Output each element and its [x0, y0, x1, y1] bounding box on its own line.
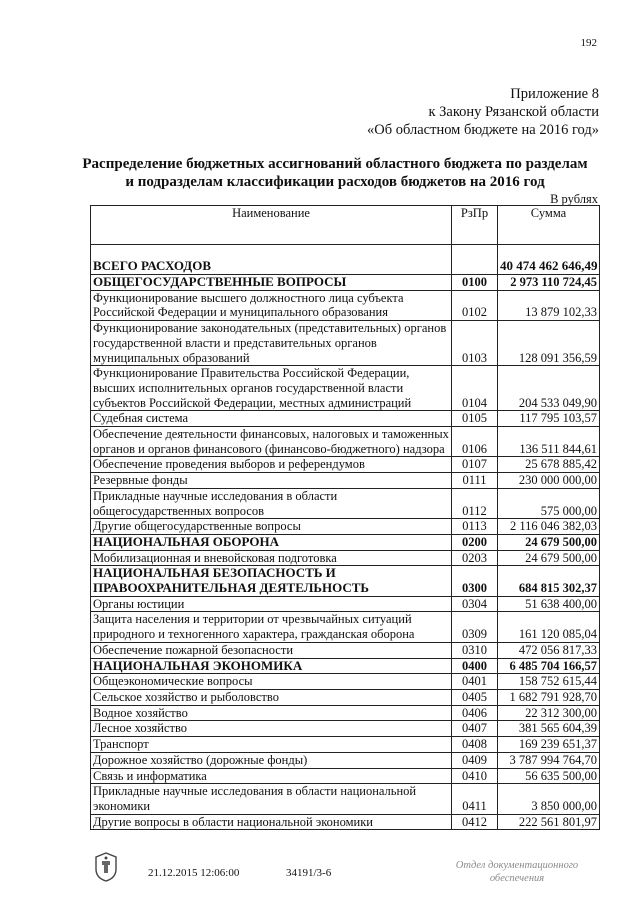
table-row [91, 473, 600, 489]
sum-cell: 575 000,00 [498, 488, 600, 518]
table-row [91, 290, 600, 320]
code-cell: 0400 [452, 658, 498, 674]
code-cell: 0105 [452, 411, 498, 427]
name-cell: Функционирование высшего должностного лица субъекта Российской Федерации и муниципального образования [91, 290, 452, 320]
name-cell: Обеспечение деятельности финансовых, налоговых и таможенных органов и органов финансового (финансово-бюджетного) надзора [91, 427, 452, 457]
code-cell: 0304 [452, 596, 498, 612]
code-cell: 0103 [452, 321, 498, 366]
table-row [91, 596, 600, 612]
table-row [91, 737, 600, 753]
code-cell: 0411 [452, 784, 498, 814]
sum-cell: 2 116 046 382,03 [498, 519, 600, 535]
sum-cell: 136 511 844,61 [498, 427, 600, 457]
sum-cell: 204 533 049,90 [498, 366, 600, 411]
sum-cell: 158 752 615,44 [498, 674, 600, 690]
sum-cell: 2 973 110 724,45 [498, 275, 600, 291]
name-cell: Резервные фонды [91, 473, 452, 489]
department-stamp [432, 859, 602, 885]
document-title [70, 155, 600, 191]
code-cell: 0200 [452, 534, 498, 550]
sum-cell: 24 679 500,00 [498, 550, 600, 566]
sum-cell: 128 091 356,59 [498, 321, 600, 366]
sum-cell: 40 474 462 646,49 [498, 245, 600, 275]
section-row [91, 275, 600, 291]
sum-cell: 161 120 085,04 [498, 612, 600, 642]
code-cell: 0111 [452, 473, 498, 489]
code-cell: 0405 [452, 689, 498, 705]
table-row [91, 689, 600, 705]
table-row [91, 674, 600, 690]
section-row [91, 534, 600, 550]
footer-date: 21.12.2015 12:06:00 [148, 867, 240, 879]
code-cell: 0410 [452, 768, 498, 784]
name-cell: ОБЩЕГОСУДАРСТВЕННЫЕ ВОПРОСЫ [91, 275, 452, 291]
appendix-heading [299, 85, 599, 139]
sum-cell: 381 565 604,39 [498, 721, 600, 737]
sum-cell: 3 850 000,00 [498, 784, 600, 814]
header-name: Наименование [91, 206, 452, 245]
name-cell: Сельское хозяйство и рыболовство [91, 689, 452, 705]
name-cell: НАЦИОНАЛЬНАЯ ОБОРОНА [91, 534, 452, 550]
name-cell: Лесное хозяйство [91, 721, 452, 737]
code-cell: 0100 [452, 275, 498, 291]
code-cell: 0406 [452, 705, 498, 721]
footer-doc-number: 34191/3-6 [286, 867, 332, 879]
appendix-line-1: Приложение 8 [510, 86, 599, 102]
table-header-row [91, 206, 600, 245]
section-row [91, 566, 600, 596]
page-number: 192 [580, 37, 597, 49]
name-cell: Защита населения и территории от чрезвычайных ситуаций природного и техногенного характера, гражданская оборона [91, 612, 452, 642]
title-line-2: и подразделам классификации расходов бюджетов на 2016 год [125, 174, 545, 190]
table-row [91, 366, 600, 411]
table-row [91, 519, 600, 535]
name-cell: Обеспечение пожарной безопасности [91, 642, 452, 658]
name-cell: Другие общегосударственные вопросы [91, 519, 452, 535]
name-cell: Органы юстиции [91, 596, 452, 612]
name-cell: Водное хозяйство [91, 705, 452, 721]
code-cell: 0106 [452, 427, 498, 457]
sum-cell: 24 679 500,00 [498, 534, 600, 550]
stamp-line-2: обеспечения [489, 873, 545, 884]
section-row [91, 658, 600, 674]
table-row [91, 721, 600, 737]
name-cell: Мобилизационная и вневойсковая подготовка [91, 550, 452, 566]
name-cell: Дорожное хозяйство (дорожные фонды) [91, 752, 452, 768]
table-row [91, 488, 600, 518]
code-cell: 0408 [452, 737, 498, 753]
table-row [91, 321, 600, 366]
table-row [91, 411, 600, 427]
title-line-1: Распределение бюджетных ассигнований областного бюджета по разделам [82, 156, 588, 172]
code-cell: 0104 [452, 366, 498, 411]
name-cell: Прикладные научные исследования в области национальной экономики [91, 784, 452, 814]
header-code: РзПр [452, 206, 498, 245]
name-cell: Функционирование законодательных (представительных) органов государственной власти и представительных органов муниципальных образований [91, 321, 452, 366]
sum-cell: 51 638 400,00 [498, 596, 600, 612]
name-cell: ВСЕГО РАСХОДОВ [91, 245, 452, 275]
name-cell: Обеспечение проведения выборов и референдумов [91, 457, 452, 473]
sum-cell: 222 561 801,97 [498, 814, 600, 830]
code-cell: 0309 [452, 612, 498, 642]
code-cell: 0409 [452, 752, 498, 768]
name-cell: Общеэкономические вопросы [91, 674, 452, 690]
table-row [91, 427, 600, 457]
sum-cell: 472 056 817,33 [498, 642, 600, 658]
table-row [91, 784, 600, 814]
code-cell: 0412 [452, 814, 498, 830]
table-row [91, 705, 600, 721]
code-cell: 0310 [452, 642, 498, 658]
name-cell: Судебная система [91, 411, 452, 427]
sum-cell: 1 682 791 928,70 [498, 689, 600, 705]
code-cell: 0107 [452, 457, 498, 473]
sum-cell: 13 879 102,33 [498, 290, 600, 320]
appendix-line-2: к Закону Рязанской области [428, 104, 599, 120]
name-cell: Функционирование Правительства Российской Федерации, высших исполнительных органов государственной власти субъектов Российской Федерации, местных администраций [91, 366, 452, 411]
sum-cell: 684 815 302,37 [498, 566, 600, 596]
code-cell: 0401 [452, 674, 498, 690]
name-cell: НАЦИОНАЛЬНАЯ ЭКОНОМИКА [91, 658, 452, 674]
sum-cell: 169 239 651,37 [498, 737, 600, 753]
table-row [91, 814, 600, 830]
table-row [91, 550, 600, 566]
table-body [91, 245, 600, 830]
name-cell: Связь и информатика [91, 768, 452, 784]
sum-cell: 117 795 103,57 [498, 411, 600, 427]
name-cell: Транспорт [91, 737, 452, 753]
sum-cell: 56 635 500,00 [498, 768, 600, 784]
table-row [91, 612, 600, 642]
sum-cell: 22 312 300,00 [498, 705, 600, 721]
budget-table [90, 205, 600, 830]
table-row [91, 642, 600, 658]
code-cell: 0407 [452, 721, 498, 737]
table-row [91, 768, 600, 784]
table-row [91, 457, 600, 473]
table-row [91, 752, 600, 768]
sum-cell: 3 787 994 764,70 [498, 752, 600, 768]
code-cell: 0102 [452, 290, 498, 320]
name-cell: НАЦИОНАЛЬНАЯ БЕЗОПАСНОСТЬ И ПРАВООХРАНИТЕЛЬНАЯ ДЕЯТЕЛЬНОСТЬ [91, 566, 452, 596]
sum-cell: 25 678 885,42 [498, 457, 600, 473]
name-cell: Другие вопросы в области национальной экономики [91, 814, 452, 830]
sum-cell: 6 485 704 166,57 [498, 658, 600, 674]
code-cell: 0203 [452, 550, 498, 566]
code-cell [452, 245, 498, 275]
stamp-line-1: Отдел документационного [455, 860, 579, 871]
sum-cell: 230 000 000,00 [498, 473, 600, 489]
code-cell: 0112 [452, 488, 498, 518]
total-row [91, 245, 600, 275]
code-cell: 0113 [452, 519, 498, 535]
units-label: В рублях [550, 192, 598, 206]
code-cell: 0300 [452, 566, 498, 596]
appendix-line-3: «Об областном бюджете на 2016 год» [367, 122, 599, 138]
coat-of-arms-icon [92, 851, 120, 883]
header-sum: Сумма [498, 206, 600, 245]
name-cell: Прикладные научные исследования в области общегосударственных вопросов [91, 488, 452, 518]
